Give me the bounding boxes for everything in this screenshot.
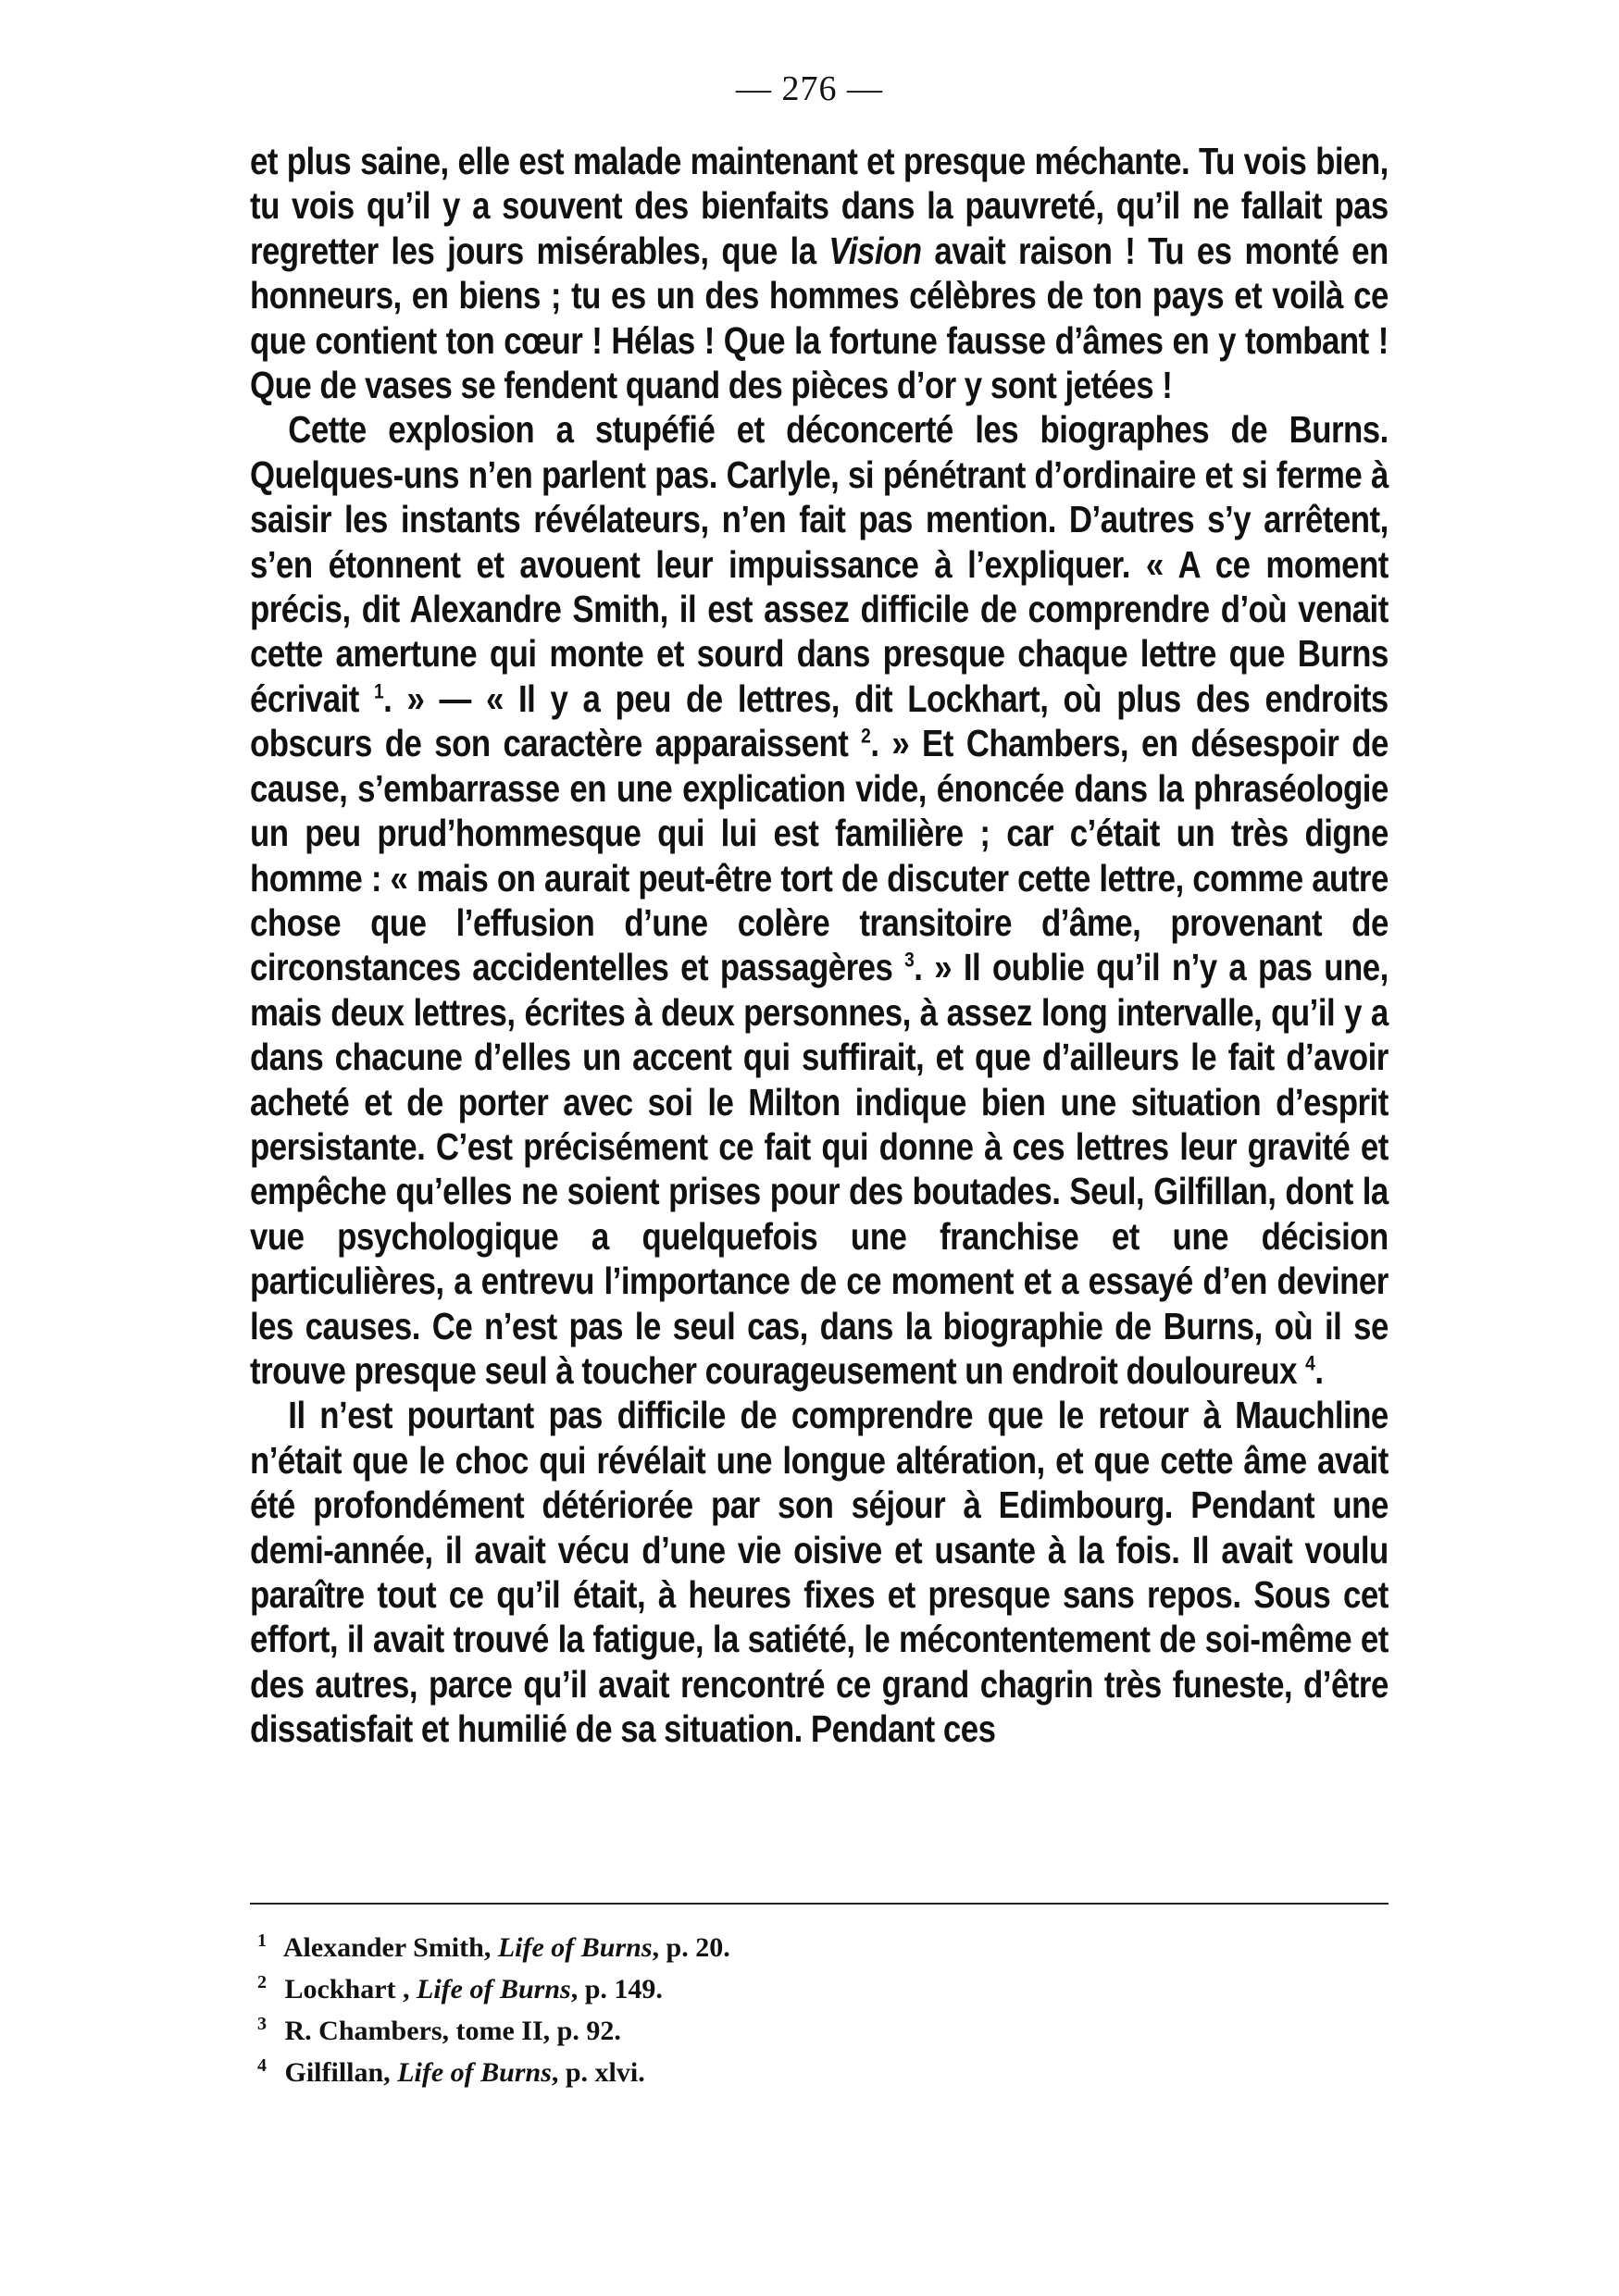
paragraph-3: [250, 1393, 1389, 1751]
footnote-reference: 1: [374, 679, 384, 703]
footnote-mark: 1: [257, 1930, 267, 1951]
footnote-title: Life of Burns: [497, 1932, 653, 1963]
footnote-mark: 2: [257, 1972, 267, 1992]
text-run: Il n’est pourtant pas difficile de comprendre que le retour à Mauchline n’était que le choc qui révélait une longue altération, et que cette âme avait été profondément détériorée par son séjour à Edimbourg. Pendant une demi-année, il avait vécu d’une vie oisive et usante à la fois. Il avait voulu paraître tout ce qu’il était, à heures fixes et presque sans repos. Sous cet effort, il avait trouvé la fatigue, la satiété, le mécontentement de soi-même et des autres, parce qu’il avait rencontré ce grand chagrin très funeste, d’être dissatisfait et humilié de sa situation. Pendant ces: [250, 1394, 1389, 1751]
footnote-3: [257, 2010, 1387, 2052]
footnote-divider: [250, 1903, 1389, 1905]
paragraph-2: [250, 407, 1389, 1393]
page-number: — 276 —: [736, 69, 883, 108]
text-run: et plus saine, elle est malade maintenant et presque méchante. Tu vois bien, tu vois qu’il y a souvent des bienfaits dans la pauvreté, qu’il ne fallait pas regretter les jours misérables, que la: [250, 140, 1389, 272]
text-run: . » — « Il y a peu de lettres, dit Lockhart, où plus des endroits obscurs de son caractère apparaissent: [250, 676, 1389, 765]
footnote-title: Life of Burns: [417, 1974, 571, 2004]
paragraph-1: [250, 139, 1389, 407]
body-text: [250, 139, 1389, 1752]
footnote-reference: 2: [861, 724, 871, 748]
footnote-title: Life of Burns: [397, 2057, 552, 2088]
footnote-4: [257, 2052, 1387, 2093]
text-run: Cette explosion a stupéfié et déconcerté les biographes de Burns. Quelques-uns n’en parlent pas. Carlyle, si pénétrant d’ordinaire et si ferme à saisir les instants révélateurs, n’en fait pas mention. D’autres s’y arrêtent, s’en étonnent et avouent leur impuissance à l’expliquer. « A ce moment précis, dit Alexandre Smith, il est assez difficile de comprendre d’où venait cette amertune qui monte et sourd dans presque chaque lettre que Burns écrivait: [250, 408, 1389, 720]
footnote-author: Gilfillan,: [284, 2057, 398, 2088]
footnote-1: [257, 1927, 1387, 1968]
text-run: .: [1314, 1348, 1324, 1392]
footnote-ref: , p. 149.: [570, 1974, 663, 2004]
text-run: avait raison ! Tu es monté en honneurs, en biens ; tu es un des hommes célèbres de ton pays et voilà ce que contient ton cœur ! Hélas ! Que la fortune fausse d’âmes en y tombant ! Que de vases se fendent quand des pièces d’or y sont jetées !: [250, 229, 1389, 407]
footnote-reference: 3: [904, 948, 915, 972]
footnote-author: Alexander Smith,: [282, 1932, 498, 1963]
footnote-mark: 3: [257, 2014, 267, 2034]
footnote-author: R. Chambers, tome II, p. 92.: [284, 2016, 621, 2046]
text-run: . » Et Chambers, en désespoir de cause, s’embarrasse en une explication vide, énoncée dans la phraséologie un peu prud’hommesque qui lui est familière ; car c’était un très digne homme : « mais on aurait peut-être tort de discuter cette lettre, comme autre chose que l’effusion d’une colère transitoire d’âme, provenant de circonstances accidentelles et passagères: [250, 722, 1389, 989]
italic-title: Vision: [828, 229, 922, 272]
footnotes: [257, 1927, 1387, 2093]
footnote-2: [257, 1968, 1387, 2010]
footnote-reference: 4: [1305, 1351, 1315, 1375]
text-run: . » Il oublie qu’il n’y a pas une, mais deux lettres, écrites à deux personnes, à assez long intervalle, qu’il y a dans chacune d’elles un accent qui suffirait, et que d’ailleurs le fait d’avoir acheté et de porter avec soi le Milton indique bien une situation d’esprit persistante. C’est précisément ce fait qui donne à ces lettres leur gravité et empêche qu’elles ne soient prises pour des boutades. Seul, Gilfillan, dont la vue psychologique a quelquefois une franchise et une décision particulières, a entrevu l’importance de ce moment et a essayé d’en deviner les causes. Ce n’est pas le seul cas, dans la biographie de Burns, où il se trouve presque seul à toucher courageusement un endroit douloureux: [250, 946, 1389, 1392]
footnote-ref: , p. 20.: [652, 1932, 730, 1963]
footnote-ref: , p. xlvi.: [551, 2057, 645, 2088]
footnote-mark: 4: [257, 2055, 267, 2076]
footnote-author: Lockhart ,: [284, 1974, 417, 2004]
